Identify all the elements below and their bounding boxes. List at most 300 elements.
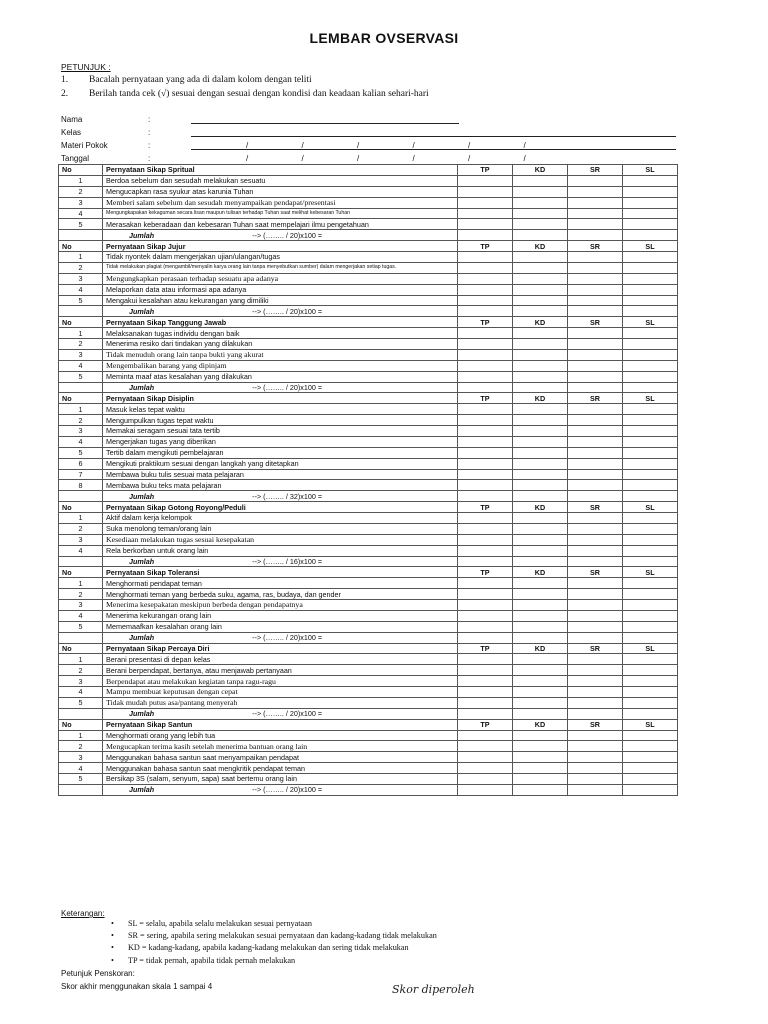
checkbox-cell-kd[interactable] <box>513 697 568 708</box>
statement-number: 4 <box>59 436 103 447</box>
checkbox-cell-sl[interactable] <box>623 676 678 687</box>
jumlah-score-cell[interactable] <box>623 632 678 643</box>
statement-number: 5 <box>59 219 103 230</box>
checkbox-cell-sr[interactable] <box>568 197 623 208</box>
checkbox-cell-tp[interactable] <box>458 349 513 360</box>
checkbox-cell-kd[interactable] <box>513 730 568 741</box>
checkbox-cell-sr[interactable] <box>568 513 623 524</box>
jumlah-score-cell[interactable] <box>458 382 513 393</box>
statement-number: 5 <box>59 774 103 785</box>
checkbox-cell-kd[interactable] <box>513 175 568 186</box>
checkbox-cell-sl[interactable] <box>623 665 678 676</box>
jumlah-label: Jumlah <box>129 633 155 643</box>
jumlah-score-cell[interactable] <box>513 306 568 317</box>
checkbox-cell-kd[interactable] <box>513 371 568 382</box>
checkbox-cell-sl[interactable] <box>623 534 678 545</box>
checkbox-cell-tp[interactable] <box>458 774 513 785</box>
checkbox-cell-sr[interactable] <box>568 763 623 774</box>
statement-number: 2 <box>59 339 103 350</box>
checkbox-cell-tp[interactable] <box>458 328 513 339</box>
checkbox-cell-sr[interactable] <box>568 339 623 350</box>
statement-row <box>59 523 678 534</box>
jumlah-score-cell[interactable] <box>623 784 678 795</box>
checkbox-cell-tp[interactable] <box>458 610 513 621</box>
checkbox-cell-sr[interactable] <box>568 295 623 306</box>
checkbox-cell-kd[interactable] <box>513 621 568 632</box>
checkbox-cell-kd[interactable] <box>513 665 568 676</box>
checkbox-cell-kd[interactable] <box>513 426 568 437</box>
statement-row <box>59 665 678 676</box>
checkbox-cell-sl[interactable] <box>623 436 678 447</box>
checkbox-cell-sr[interactable] <box>568 404 623 415</box>
checkbox-cell-sl[interactable] <box>623 219 678 230</box>
checkbox-cell-sr[interactable] <box>568 589 623 600</box>
jumlah-cell <box>103 306 458 317</box>
statement-number: 4 <box>59 687 103 698</box>
checkbox-cell-sl[interactable] <box>623 284 678 295</box>
checkbox-cell-tp[interactable] <box>458 730 513 741</box>
statement-row <box>59 741 678 752</box>
checkbox-cell-tp[interactable] <box>458 534 513 545</box>
score-column-header: SR <box>568 317 623 328</box>
statement-number: 7 <box>59 469 103 480</box>
checkbox-cell-kd[interactable] <box>513 339 568 350</box>
checkbox-cell-kd[interactable] <box>513 252 568 263</box>
jumlah-score-cell[interactable] <box>513 230 568 241</box>
checkbox-cell-sr[interactable] <box>568 545 623 556</box>
statement-text: Berdoa sebelum dan sesudah melakukan sesuatu <box>103 175 458 186</box>
statement-text: Menghormati teman yang berbeda suku, agama, ras, budaya, dan gender <box>103 589 458 600</box>
jumlah-score-cell[interactable] <box>623 230 678 241</box>
checkbox-cell-sl[interactable] <box>623 752 678 763</box>
checkbox-cell-sr[interactable] <box>568 208 623 219</box>
section-header-row <box>59 719 678 730</box>
checkbox-cell-kd[interactable] <box>513 480 568 491</box>
checkbox-cell-sr[interactable] <box>568 371 623 382</box>
jumlah-score-cell[interactable] <box>513 784 568 795</box>
checkbox-cell-tp[interactable] <box>458 415 513 426</box>
checkbox-cell-tp[interactable] <box>458 687 513 698</box>
checkbox-cell-tp[interactable] <box>458 436 513 447</box>
checkbox-cell-kd[interactable] <box>513 545 568 556</box>
checkbox-cell-kd[interactable] <box>513 589 568 600</box>
slash: / <box>468 141 471 150</box>
statement-row <box>59 752 678 763</box>
score-column-header: TP <box>458 567 513 578</box>
jumlah-score-cell[interactable] <box>458 491 513 502</box>
statement-number: 3 <box>59 273 103 284</box>
jumlah-empty <box>59 382 103 393</box>
checkbox-cell-tp[interactable] <box>458 175 513 186</box>
section-header-row <box>59 502 678 513</box>
checkbox-cell-kd[interactable] <box>513 208 568 219</box>
checkbox-cell-tp[interactable] <box>458 219 513 230</box>
checkbox-cell-sl[interactable] <box>623 621 678 632</box>
jumlah-score-cell[interactable] <box>568 708 623 719</box>
statement-number: 1 <box>59 404 103 415</box>
materi-row <box>61 139 681 152</box>
jumlah-label: Jumlah <box>129 382 155 392</box>
checkbox-cell-sr[interactable] <box>568 360 623 371</box>
checkbox-cell-sl[interactable] <box>623 295 678 306</box>
checkbox-cell-sl[interactable] <box>623 186 678 197</box>
checkbox-cell-tp[interactable] <box>458 447 513 458</box>
checkbox-cell-sr[interactable] <box>568 436 623 447</box>
checkbox-cell-sl[interactable] <box>623 339 678 350</box>
checkbox-cell-sr[interactable] <box>568 752 623 763</box>
checkbox-cell-kd[interactable] <box>513 415 568 426</box>
checkbox-cell-sl[interactable] <box>623 589 678 600</box>
keterangan-item <box>111 918 671 930</box>
jumlah-score-cell[interactable] <box>513 556 568 567</box>
checkbox-cell-kd[interactable] <box>513 447 568 458</box>
checkbox-cell-tp[interactable] <box>458 589 513 600</box>
checkbox-cell-sr[interactable] <box>568 621 623 632</box>
section-header-row <box>59 317 678 328</box>
checkbox-cell-tp[interactable] <box>458 665 513 676</box>
checkbox-cell-kd[interactable] <box>513 676 568 687</box>
checkbox-cell-kd[interactable] <box>513 404 568 415</box>
checkbox-cell-sr[interactable] <box>568 447 623 458</box>
checkbox-cell-sl[interactable] <box>623 697 678 708</box>
score-column-header: SR <box>568 165 623 176</box>
jumlah-score-cell[interactable] <box>458 556 513 567</box>
jumlah-label: Jumlah <box>129 709 155 719</box>
checkbox-cell-tp[interactable] <box>458 676 513 687</box>
checkbox-cell-kd[interactable] <box>513 774 568 785</box>
score-column-header: SL <box>623 393 678 404</box>
checkbox-cell-kd[interactable] <box>513 469 568 480</box>
checkbox-cell-sr[interactable] <box>568 665 623 676</box>
checkbox-cell-sl[interactable] <box>623 523 678 534</box>
petunjuk-list <box>61 73 681 101</box>
checkbox-cell-sr[interactable] <box>568 610 623 621</box>
checkbox-cell-kd[interactable] <box>513 763 568 774</box>
checkbox-cell-sl[interactable] <box>623 578 678 589</box>
checkbox-cell-sr[interactable] <box>568 186 623 197</box>
jumlah-formula: --> (…….. / 20)x100 = <box>252 785 323 795</box>
checkbox-cell-sl[interactable] <box>623 447 678 458</box>
checkbox-cell-sr[interactable] <box>568 415 623 426</box>
checkbox-cell-sr[interactable] <box>568 262 623 273</box>
checkbox-cell-sl[interactable] <box>623 480 678 491</box>
checkbox-cell-sr[interactable] <box>568 578 623 589</box>
checkbox-cell-sr[interactable] <box>568 252 623 263</box>
keterangan-list <box>111 918 671 967</box>
checkbox-cell-kd[interactable] <box>513 600 568 611</box>
checkbox-cell-sr[interactable] <box>568 458 623 469</box>
checkbox-cell-sr[interactable] <box>568 687 623 698</box>
checkbox-cell-tp[interactable] <box>458 621 513 632</box>
checkbox-cell-sl[interactable] <box>623 404 678 415</box>
statement-number: 5 <box>59 371 103 382</box>
checkbox-cell-kd[interactable] <box>513 458 568 469</box>
checkbox-cell-sr[interactable] <box>568 654 623 665</box>
score-column-header: TP <box>458 241 513 252</box>
checkbox-cell-sl[interactable] <box>623 458 678 469</box>
statement-number: 2 <box>59 589 103 600</box>
checkbox-cell-kd[interactable] <box>513 349 568 360</box>
skor-diperoleh-caption: Skor diperoleh <box>392 983 475 996</box>
checkbox-cell-kd[interactable] <box>513 219 568 230</box>
statement-number: 6 <box>59 458 103 469</box>
checkbox-cell-tp[interactable] <box>458 697 513 708</box>
checkbox-cell-tp[interactable] <box>458 273 513 284</box>
checkbox-cell-kd[interactable] <box>513 523 568 534</box>
no-header: No <box>59 502 103 513</box>
checkbox-cell-tp[interactable] <box>458 339 513 350</box>
checkbox-cell-kd[interactable] <box>513 578 568 589</box>
checkbox-cell-sl[interactable] <box>623 415 678 426</box>
slash: / <box>412 141 415 150</box>
checkbox-cell-tp[interactable] <box>458 458 513 469</box>
checkbox-cell-tp[interactable] <box>458 741 513 752</box>
score-column-header: SL <box>623 165 678 176</box>
checkbox-cell-sl[interactable] <box>623 349 678 360</box>
statement-number: 5 <box>59 447 103 458</box>
jumlah-label: Jumlah <box>129 556 155 566</box>
jumlah-cell <box>103 784 458 795</box>
checkbox-cell-sr[interactable] <box>568 600 623 611</box>
statement-row <box>59 339 678 350</box>
jumlah-score-cell[interactable] <box>568 382 623 393</box>
checkbox-cell-sl[interactable] <box>623 426 678 437</box>
checkbox-cell-tp[interactable] <box>458 404 513 415</box>
statement-row <box>59 360 678 371</box>
checkbox-cell-kd[interactable] <box>513 186 568 197</box>
jumlah-empty <box>59 784 103 795</box>
checkbox-cell-sr[interactable] <box>568 273 623 284</box>
checkbox-cell-tp[interactable] <box>458 360 513 371</box>
checkbox-cell-kd[interactable] <box>513 610 568 621</box>
no-header: No <box>59 643 103 654</box>
bullet-icon: • <box>111 943 114 953</box>
score-column-header: KD <box>513 317 568 328</box>
checkbox-cell-sl[interactable] <box>623 208 678 219</box>
checkbox-cell-tp[interactable] <box>458 252 513 263</box>
jumlah-row <box>59 382 678 393</box>
statement-row <box>59 513 678 524</box>
section-title: Pernyataan Sikap Gotong Royong/Peduli <box>103 502 458 513</box>
checkbox-cell-sr[interactable] <box>568 774 623 785</box>
checkbox-cell-kd[interactable] <box>513 436 568 447</box>
jumlah-score-cell[interactable] <box>623 491 678 502</box>
checkbox-cell-sl[interactable] <box>623 545 678 556</box>
score-column-header: SR <box>568 241 623 252</box>
statement-row <box>59 458 678 469</box>
checkbox-cell-tp[interactable] <box>458 600 513 611</box>
checkbox-cell-sl[interactable] <box>623 774 678 785</box>
checkbox-cell-tp[interactable] <box>458 523 513 534</box>
jumlah-score-cell[interactable] <box>568 556 623 567</box>
checkbox-cell-sl[interactable] <box>623 197 678 208</box>
checkbox-cell-tp[interactable] <box>458 763 513 774</box>
statement-text: Bersikap 3S (salam, senyum, sapa) saat bertemu orang lain <box>103 774 458 785</box>
checkbox-cell-tp[interactable] <box>458 480 513 491</box>
checkbox-cell-tp[interactable] <box>458 513 513 524</box>
checkbox-cell-tp[interactable] <box>458 654 513 665</box>
checkbox-cell-sl[interactable] <box>623 730 678 741</box>
jumlah-label: Jumlah <box>129 230 155 240</box>
checkbox-cell-sr[interactable] <box>568 469 623 480</box>
jumlah-score-cell[interactable] <box>458 230 513 241</box>
checkbox-cell-sl[interactable] <box>623 469 678 480</box>
statement-row <box>59 208 678 219</box>
jumlah-score-cell[interactable] <box>568 784 623 795</box>
checkbox-cell-sr[interactable] <box>568 730 623 741</box>
checkbox-cell-sr[interactable] <box>568 349 623 360</box>
checkbox-cell-sr[interactable] <box>568 284 623 295</box>
score-column-header: SR <box>568 502 623 513</box>
statement-text: Meminta maaf atas kesalahan yang dilakukan <box>103 371 458 382</box>
checkbox-cell-sr[interactable] <box>568 741 623 752</box>
checkbox-cell-kd[interactable] <box>513 328 568 339</box>
checkbox-cell-sr[interactable] <box>568 175 623 186</box>
slash: / <box>357 154 360 163</box>
checkbox-cell-sl[interactable] <box>623 175 678 186</box>
checkbox-cell-tp[interactable] <box>458 295 513 306</box>
score-column-header: TP <box>458 165 513 176</box>
statement-number: 5 <box>59 621 103 632</box>
checkbox-cell-tp[interactable] <box>458 284 513 295</box>
jumlah-cell <box>103 556 458 567</box>
statement-text: Mengembalikan barang yang dipinjam <box>103 360 458 371</box>
checkbox-cell-kd[interactable] <box>513 654 568 665</box>
jumlah-score-cell[interactable] <box>623 556 678 567</box>
checkbox-cell-tp[interactable] <box>458 186 513 197</box>
section-title: Pernyataan Sikap Spritual <box>103 165 458 176</box>
checkbox-cell-sr[interactable] <box>568 219 623 230</box>
kelas-input-line[interactable] <box>191 126 676 137</box>
jumlah-formula: --> (…….. / 20)x100 = <box>252 306 323 316</box>
jumlah-score-cell[interactable] <box>568 306 623 317</box>
statement-row <box>59 697 678 708</box>
jumlah-score-cell[interactable] <box>623 708 678 719</box>
statement-text: Kesediaan melakukan tugas sesuai kesepakatan <box>103 534 458 545</box>
checkbox-cell-sr[interactable] <box>568 328 623 339</box>
statement-row <box>59 621 678 632</box>
jumlah-score-cell[interactable] <box>458 784 513 795</box>
statement-text: Menerima kekurangan orang lain <box>103 610 458 621</box>
checkbox-cell-sl[interactable] <box>623 273 678 284</box>
checkbox-cell-kd[interactable] <box>513 687 568 698</box>
keterangan-item <box>111 942 671 954</box>
section-title: Pernyataan Sikap Jujur <box>103 241 458 252</box>
checkbox-cell-tp[interactable] <box>458 469 513 480</box>
checkbox-cell-tp[interactable] <box>458 262 513 273</box>
checkbox-cell-sl[interactable] <box>623 610 678 621</box>
jumlah-score-cell[interactable] <box>568 230 623 241</box>
score-column-header: KD <box>513 502 568 513</box>
page-title: LEMBAR OVSERVASI <box>309 30 459 46</box>
checkbox-cell-sl[interactable] <box>623 763 678 774</box>
jumlah-score-cell[interactable] <box>513 632 568 643</box>
checkbox-cell-sl[interactable] <box>623 252 678 263</box>
checkbox-cell-kd[interactable] <box>513 295 568 306</box>
checkbox-cell-tp[interactable] <box>458 371 513 382</box>
checkbox-cell-sr[interactable] <box>568 480 623 491</box>
checkbox-cell-sl[interactable] <box>623 513 678 524</box>
jumlah-score-cell[interactable] <box>568 491 623 502</box>
statement-number: 3 <box>59 426 103 437</box>
checkbox-cell-sl[interactable] <box>623 687 678 698</box>
checkbox-cell-tp[interactable] <box>458 208 513 219</box>
checkbox-cell-sl[interactable] <box>623 328 678 339</box>
checkbox-cell-tp[interactable] <box>458 426 513 437</box>
nama-input-line[interactable] <box>191 113 459 124</box>
kelas-label: Kelas <box>61 128 82 137</box>
statement-row <box>59 415 678 426</box>
statement-text: Tidak nyontek dalam mengerjakan ujian/ulangan/tugas <box>103 252 458 263</box>
statement-text: Tidak menuduh orang lain tanpa bukti yang akurat <box>103 349 458 360</box>
keterangan-item <box>111 955 671 967</box>
statement-row <box>59 447 678 458</box>
checkbox-cell-sl[interactable] <box>623 360 678 371</box>
slash: / <box>246 154 249 163</box>
slash: / <box>412 154 415 163</box>
section-title: Pernyataan Sikap Toleransi <box>103 567 458 578</box>
jumlah-score-cell[interactable] <box>513 708 568 719</box>
checkbox-cell-sl[interactable] <box>623 262 678 273</box>
jumlah-cell <box>103 230 458 241</box>
jumlah-score-cell[interactable] <box>623 306 678 317</box>
checkbox-cell-kd[interactable] <box>513 513 568 524</box>
jumlah-cell <box>103 632 458 643</box>
jumlah-score-cell[interactable] <box>513 382 568 393</box>
checkbox-cell-sr[interactable] <box>568 676 623 687</box>
checkbox-cell-kd[interactable] <box>513 360 568 371</box>
section-header-row <box>59 165 678 176</box>
score-column-header: SL <box>623 567 678 578</box>
jumlah-score-cell[interactable] <box>458 632 513 643</box>
jumlah-score-cell[interactable] <box>458 708 513 719</box>
checkbox-cell-kd[interactable] <box>513 741 568 752</box>
checkbox-cell-sr[interactable] <box>568 697 623 708</box>
checkbox-cell-kd[interactable] <box>513 284 568 295</box>
checkbox-cell-kd[interactable] <box>513 752 568 763</box>
checkbox-cell-tp[interactable] <box>458 752 513 763</box>
jumlah-empty <box>59 556 103 567</box>
checkbox-cell-kd[interactable] <box>513 273 568 284</box>
checkbox-cell-tp[interactable] <box>458 197 513 208</box>
statement-number: 3 <box>59 752 103 763</box>
jumlah-score-cell[interactable] <box>623 382 678 393</box>
checkbox-cell-sl[interactable] <box>623 600 678 611</box>
jumlah-score-cell[interactable] <box>568 632 623 643</box>
checkbox-cell-tp[interactable] <box>458 545 513 556</box>
jumlah-score-cell[interactable] <box>513 491 568 502</box>
checkbox-cell-kd[interactable] <box>513 262 568 273</box>
checkbox-cell-sl[interactable] <box>623 371 678 382</box>
checkbox-cell-kd[interactable] <box>513 534 568 545</box>
checkbox-cell-sl[interactable] <box>623 654 678 665</box>
checkbox-cell-kd[interactable] <box>513 197 568 208</box>
no-header: No <box>59 719 103 730</box>
checkbox-cell-sr[interactable] <box>568 534 623 545</box>
jumlah-empty <box>59 306 103 317</box>
statement-text: Tertib dalam mengikuti pembelajaran <box>103 447 458 458</box>
jumlah-score-cell[interactable] <box>458 306 513 317</box>
score-column-header: KD <box>513 643 568 654</box>
materi-date-slashes <box>246 139 579 152</box>
checkbox-cell-sl[interactable] <box>623 741 678 752</box>
keterangan-text: SR = sering, apabila sering melakukan sesuai pernyataan dan kadang-kadang tidak melakukan <box>128 931 437 941</box>
jumlah-row <box>59 230 678 241</box>
checkbox-cell-sr[interactable] <box>568 426 623 437</box>
checkbox-cell-tp[interactable] <box>458 578 513 589</box>
score-column-header: KD <box>513 241 568 252</box>
checkbox-cell-sr[interactable] <box>568 523 623 534</box>
